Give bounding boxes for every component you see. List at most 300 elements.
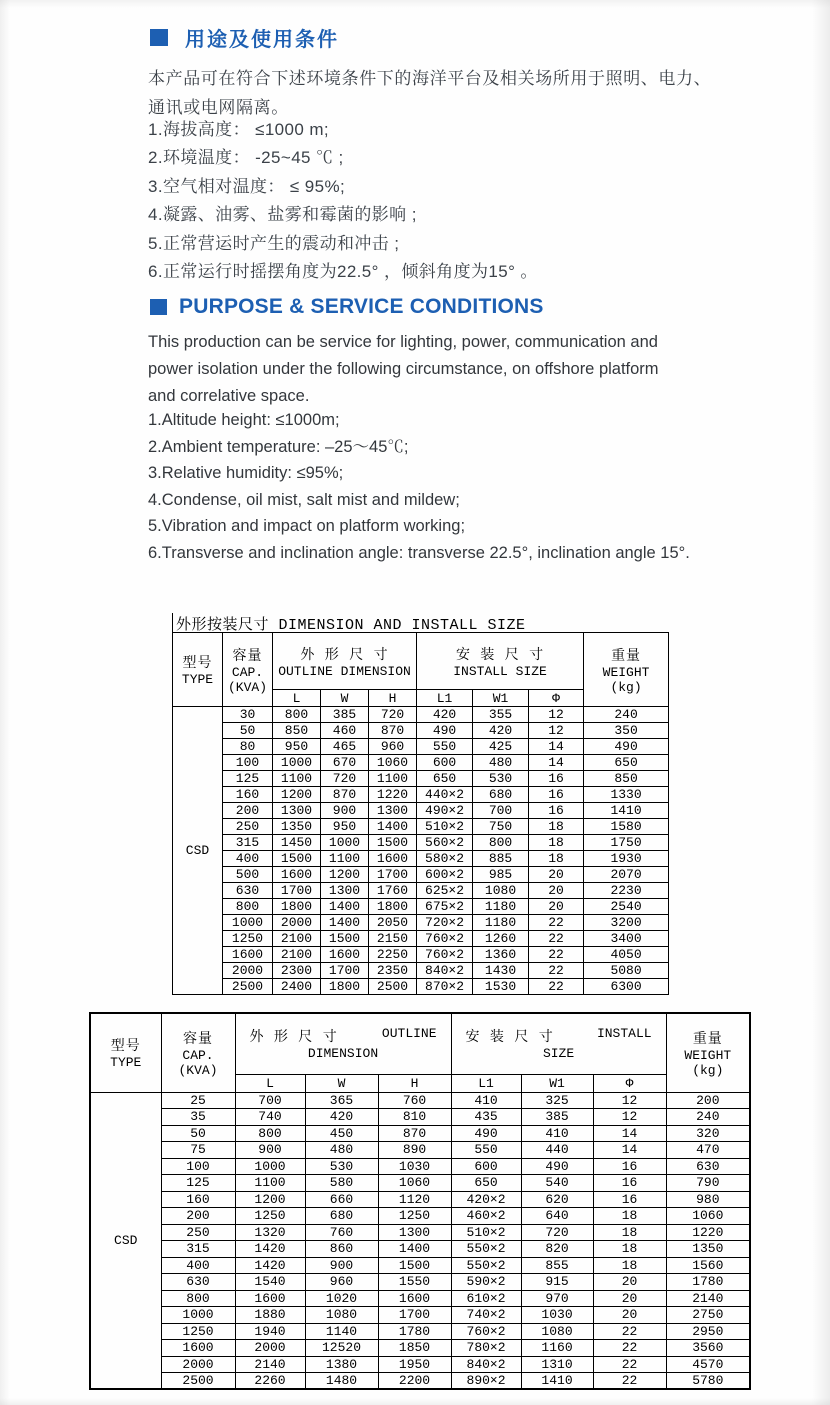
table-cell: 1500: [378, 1257, 451, 1274]
table-cell: 1500: [369, 835, 417, 851]
table-cell: 560×2: [417, 835, 473, 851]
table-cell: 2260: [235, 1373, 305, 1390]
table-cell: 1350: [666, 1241, 750, 1258]
type-label-cell: CSD: [173, 707, 223, 995]
table-cell: 1800: [321, 979, 369, 995]
table-cell: 1430: [473, 963, 529, 979]
table-cell: 2140: [235, 1356, 305, 1373]
table-cell: 980: [666, 1191, 750, 1208]
table-cell: 365: [305, 1092, 378, 1109]
table-cell: 2050: [369, 915, 417, 931]
table-cell: 1530: [473, 979, 529, 995]
table-cell: 670: [321, 755, 369, 771]
th-phi: Φ: [593, 1074, 666, 1092]
table-cell: 400: [223, 851, 273, 867]
table-row: [173, 819, 669, 835]
intro-line: This production can be service for lighting, power, communication and: [148, 333, 658, 351]
table-cell: 1450: [273, 835, 321, 851]
table-cell: 160: [161, 1191, 235, 1208]
th-capacity: [161, 1013, 235, 1092]
table-cell: 675×2: [417, 899, 473, 915]
table-cell: 2140: [666, 1290, 750, 1307]
table-cell: 870×2: [417, 979, 473, 995]
table-row: [173, 883, 669, 899]
table-cell: 250: [161, 1224, 235, 1241]
table-cell: 12520: [305, 1340, 378, 1357]
table-row: [173, 851, 669, 867]
th-type: [173, 633, 223, 707]
table-cell: 425: [473, 739, 529, 755]
table-cell: 2070: [584, 867, 669, 883]
th-install-size: [451, 1013, 666, 1074]
table-cell: 12: [593, 1109, 666, 1126]
table-row: [90, 1307, 750, 1324]
section-en-heading: [150, 295, 544, 319]
table-row: [173, 803, 669, 819]
table-cell: 1060: [369, 755, 417, 771]
table-row: [173, 899, 669, 915]
th-W: W: [321, 690, 369, 707]
table-cell: 75: [161, 1142, 235, 1159]
th-L: L: [235, 1074, 305, 1092]
table-cell: 100: [161, 1158, 235, 1175]
table-cell: 465: [321, 739, 369, 755]
table-row: [173, 931, 669, 947]
table-cell: 950: [321, 819, 369, 835]
table-cell: 30: [223, 707, 273, 723]
list-item: 4.Condense, oil mist, salt mist and mildew;: [148, 490, 460, 509]
table-cell: 480: [305, 1142, 378, 1159]
table-cell: 790: [666, 1175, 750, 1192]
th-type: [90, 1013, 161, 1092]
table-row: [173, 835, 669, 851]
table-cell: 1950: [378, 1356, 451, 1373]
table-row: [173, 979, 669, 995]
table-cell: 1200: [273, 787, 321, 803]
table-cell: 870: [378, 1125, 451, 1142]
section-cn-title: 用途及使用条件: [185, 29, 339, 51]
table-cell: 810: [378, 1109, 451, 1126]
th-weight-zh: 重量: [692, 1031, 723, 1048]
table-cell: 915: [521, 1274, 593, 1291]
dimension-table-2: [89, 1012, 751, 1390]
table-cell: 2150: [369, 931, 417, 947]
table-cell: 1320: [235, 1224, 305, 1241]
th-weight-unit: (kg): [610, 679, 642, 695]
table-row: [90, 1323, 750, 1340]
table-cell: 760×2: [451, 1323, 521, 1340]
table-cell: 14: [529, 739, 584, 755]
table-cell: 650: [451, 1175, 521, 1192]
table-cell: 800: [473, 835, 529, 851]
th-install-en: INSTALL: [596, 1026, 652, 1042]
table-cell: 540: [521, 1175, 593, 1192]
table-cell: 440: [521, 1142, 593, 1159]
table-cell: 18: [529, 851, 584, 867]
table-cell: 160: [223, 787, 273, 803]
table-cell: 680: [305, 1208, 378, 1225]
table-row: [173, 867, 669, 883]
table-cell: 590×2: [451, 1274, 521, 1291]
table-cell: 1310: [521, 1356, 593, 1373]
th-type-en: TYPE: [110, 1055, 142, 1071]
table-cell: 1600: [369, 851, 417, 867]
table-cell: 490: [417, 723, 473, 739]
table-cell: 1000: [273, 755, 321, 771]
table-cell: 18: [529, 835, 584, 851]
th-cap-en: CAP.: [231, 664, 264, 680]
table-cell: 750: [473, 819, 529, 835]
table-cell: 2950: [666, 1323, 750, 1340]
table-cell: 1000: [161, 1307, 235, 1324]
table-row: [90, 1241, 750, 1258]
table-cell: 400: [161, 1257, 235, 1274]
table-cell: 16: [529, 787, 584, 803]
table-cell: 1700: [273, 883, 321, 899]
table-cell: 1080: [473, 883, 529, 899]
th-install-en2: SIZE: [542, 1046, 575, 1062]
table-cell: 20: [529, 899, 584, 915]
table-cell: 410: [521, 1125, 593, 1142]
section-cn-intro: [148, 64, 748, 122]
table-cell: 1060: [378, 1175, 451, 1192]
table-cell: 970: [521, 1290, 593, 1307]
table-row: [173, 787, 669, 803]
table-cell: 1260: [473, 931, 529, 947]
th-install-size: [417, 633, 584, 690]
table-cell: 6300: [584, 979, 669, 995]
table-cell: 720: [321, 771, 369, 787]
table-cell: 1360: [473, 947, 529, 963]
table-cell: 18: [529, 819, 584, 835]
table-cell: 1600: [321, 947, 369, 963]
section-en-intro: [148, 329, 768, 410]
table-cell: 22: [529, 979, 584, 995]
table-row: [90, 1208, 750, 1225]
table-cell: 1400: [369, 819, 417, 835]
section-en-title: PURPOSE & SERVICE CONDITIONS: [179, 295, 544, 318]
th-phi: Φ: [529, 690, 584, 707]
table-cell: 200: [223, 803, 273, 819]
table-cell: 890×2: [451, 1373, 521, 1390]
table-cell: 2230: [584, 883, 669, 899]
table-cell: 1480: [305, 1373, 378, 1390]
table-cell: 800: [273, 707, 321, 723]
table-cell: 720×2: [417, 915, 473, 931]
table-cell: 530: [473, 771, 529, 787]
table-cell: 22: [593, 1373, 666, 1390]
table-cell: 14: [593, 1142, 666, 1159]
table-cell: 2350: [369, 963, 417, 979]
table-cell: 320: [666, 1125, 750, 1142]
table-cell: 16: [529, 771, 584, 787]
list-item: 2.Ambient temperature: –25～45℃;: [148, 437, 409, 456]
table-cell: 1420: [235, 1257, 305, 1274]
table-cell: 50: [161, 1125, 235, 1142]
table-cell: 2750: [666, 1307, 750, 1324]
table-cell: 700: [235, 1092, 305, 1109]
table-cell: 1940: [235, 1323, 305, 1340]
table-cell: 2100: [273, 931, 321, 947]
table-cell: 1600: [235, 1290, 305, 1307]
table-cell: 1300: [273, 803, 321, 819]
table-cell: 760×2: [417, 931, 473, 947]
table-cell: 720: [521, 1224, 593, 1241]
th-outline-zh: 外 形 尺 寸: [300, 647, 389, 664]
th-W: W: [305, 1074, 378, 1092]
table-cell: 1600: [273, 867, 321, 883]
table-cell: 20: [593, 1290, 666, 1307]
th-W1: W1: [473, 690, 529, 707]
table-cell: 1700: [321, 963, 369, 979]
table-row: [90, 1142, 750, 1159]
table-cell: 1080: [305, 1307, 378, 1324]
table-cell: 850: [584, 771, 669, 787]
table-cell: 2500: [369, 979, 417, 995]
table-row: [90, 1224, 750, 1241]
table-cell: 800: [161, 1290, 235, 1307]
table-cell: 900: [321, 803, 369, 819]
table-cell: 1000: [321, 835, 369, 851]
table-cell: 620: [521, 1191, 593, 1208]
table-row: [90, 1109, 750, 1126]
table-cell: 125: [161, 1175, 235, 1192]
table-cell: 550×2: [451, 1257, 521, 1274]
table-cell: 1780: [666, 1274, 750, 1291]
table-cell: 3200: [584, 915, 669, 931]
table-cell: 420: [417, 707, 473, 723]
table-cell: 1600: [378, 1290, 451, 1307]
table-cell: 5080: [584, 963, 669, 979]
table-cell: 1140: [305, 1323, 378, 1340]
table2-body: [90, 1092, 750, 1389]
table-row: [173, 739, 669, 755]
th-outline-en2: DIMENSION: [307, 1046, 379, 1062]
table-cell: 1100: [369, 771, 417, 787]
table-cell: 18: [593, 1241, 666, 1258]
table-cell: 22: [593, 1356, 666, 1373]
table-cell: 2500: [161, 1373, 235, 1390]
table-cell: 1060: [666, 1208, 750, 1225]
table-cell: 985: [473, 867, 529, 883]
table-cell: 660: [305, 1191, 378, 1208]
table-cell: 125: [223, 771, 273, 787]
table-cell: 1600: [223, 947, 273, 963]
table-cell: 410: [451, 1092, 521, 1109]
table-cell: 530: [305, 1158, 378, 1175]
table-cell: 250: [223, 819, 273, 835]
table-cell: 650: [584, 755, 669, 771]
th-weight-en: WEIGHT: [684, 1047, 732, 1063]
table-cell: 12: [529, 707, 584, 723]
table-cell: 740×2: [451, 1307, 521, 1324]
th-H: H: [378, 1074, 451, 1092]
table-cell: 1540: [235, 1274, 305, 1291]
table-cell: 900: [305, 1257, 378, 1274]
table-cell: 2250: [369, 947, 417, 963]
table-cell: 1400: [378, 1241, 451, 1258]
table-cell: 1120: [378, 1191, 451, 1208]
table-cell: 1410: [584, 803, 669, 819]
table-cell: 18: [593, 1224, 666, 1241]
th-L1: L1: [451, 1074, 521, 1092]
table-cell: 1020: [305, 1290, 378, 1307]
table-cell: 1200: [235, 1191, 305, 1208]
table-cell: 16: [593, 1175, 666, 1192]
table-cell: 470: [666, 1142, 750, 1159]
table-cell: 420: [473, 723, 529, 739]
table-cell: 2000: [273, 915, 321, 931]
table-cell: 1000: [223, 915, 273, 931]
table-cell: 2400: [273, 979, 321, 995]
table-cell: 1250: [378, 1208, 451, 1225]
table-cell: 740: [235, 1109, 305, 1126]
table-cell: 500: [223, 867, 273, 883]
table-row: [90, 1257, 750, 1274]
table-cell: 720: [369, 707, 417, 723]
table-row: [90, 1373, 750, 1390]
section-cn-list: [148, 116, 768, 286]
table-cell: 1100: [321, 851, 369, 867]
list-item: 3.空气相对温度： ≤ 95%;: [148, 176, 346, 196]
table-cell: 1350: [273, 819, 321, 835]
th-type-zh: 型号: [110, 1039, 141, 1056]
table-cell: 780×2: [451, 1340, 521, 1357]
table-row: [90, 1191, 750, 1208]
table-row: [90, 1125, 750, 1142]
table-cell: 820: [521, 1241, 593, 1258]
table-cell: 840×2: [417, 963, 473, 979]
table-cell: 1220: [666, 1224, 750, 1241]
list-item: 6.正常运行时摇摆角度为22.5° ，倾斜角度为15° 。: [148, 262, 538, 282]
table-cell: 630: [666, 1158, 750, 1175]
table-cell: 1880: [235, 1307, 305, 1324]
table-cell: 12: [529, 723, 584, 739]
table-row: [173, 707, 669, 723]
list-item: 1.Altitude height: ≤1000m;: [148, 411, 340, 429]
table-cell: 1410: [521, 1373, 593, 1390]
th-capacity: [223, 633, 273, 707]
table-cell: 350: [584, 723, 669, 739]
table-cell: 385: [521, 1109, 593, 1126]
table-cell: 240: [666, 1109, 750, 1126]
table-cell: 460×2: [451, 1208, 521, 1225]
table-cell: 1200: [321, 867, 369, 883]
table-cell: 435: [451, 1109, 521, 1126]
table-cell: 490×2: [417, 803, 473, 819]
table-cell: 870: [321, 787, 369, 803]
table-row: [90, 1092, 750, 1109]
table-cell: 680: [473, 787, 529, 803]
table-cell: 12: [593, 1092, 666, 1109]
table-cell: 1500: [321, 931, 369, 947]
table-cell: 22: [529, 963, 584, 979]
list-item: 4.凝露、油雾、盐雾和霉菌的影响 ;: [148, 205, 417, 225]
th-L: L: [273, 690, 321, 707]
dimension-table-1: [172, 632, 669, 995]
table-cell: 200: [666, 1092, 750, 1109]
table-cell: 490: [451, 1125, 521, 1142]
table-cell: 50: [223, 723, 273, 739]
th-install-en: INSTALL SIZE: [453, 663, 547, 679]
section-cn-heading: [150, 23, 339, 52]
th-weight-en: WEIGHT: [602, 664, 650, 680]
intro-line: and correlative space.: [148, 387, 310, 405]
blue-square-bullet-icon: [150, 299, 167, 315]
table-cell: 420: [305, 1109, 378, 1126]
table-cell: 890: [378, 1142, 451, 1159]
th-type-zh: 型号: [182, 656, 213, 672]
table-cell: 510×2: [451, 1224, 521, 1241]
th-install-zh: 安 装 尺 寸: [465, 1030, 554, 1047]
table-cell: 490: [584, 739, 669, 755]
table-cell: 385: [321, 707, 369, 723]
table-cell: 100: [223, 755, 273, 771]
table-cell: 860: [305, 1241, 378, 1258]
th-cap-zh: 容量: [183, 1031, 213, 1048]
table-cell: 1080: [521, 1323, 593, 1340]
table-cell: 1180: [473, 915, 529, 931]
table-cell: 2540: [584, 899, 669, 915]
table-cell: 440×2: [417, 787, 473, 803]
table-cell: 2000: [161, 1356, 235, 1373]
blue-square-bullet-icon: [150, 29, 168, 46]
table-cell: 1220: [369, 787, 417, 803]
th-weight-unit: (kg): [692, 1062, 724, 1078]
table-cell: 1580: [584, 819, 669, 835]
table-cell: 3400: [584, 931, 669, 947]
list-item: 6.Transverse and inclination angle: transverse 22.5°, inclination angle 15°.: [148, 543, 690, 562]
th-outline-zh: 外 形 尺 寸: [249, 1030, 338, 1047]
table-cell: 1100: [273, 771, 321, 787]
table-cell: 1700: [378, 1307, 451, 1324]
th-outline-dimension: [235, 1013, 451, 1074]
table-row: [173, 771, 669, 787]
table-cell: 600: [451, 1158, 521, 1175]
table-cell: 850: [273, 723, 321, 739]
table-cell: 20: [593, 1274, 666, 1291]
table-row: [173, 723, 669, 739]
table-cell: 1780: [378, 1323, 451, 1340]
table-cell: 1030: [378, 1158, 451, 1175]
table-row: [90, 1158, 750, 1175]
table-cell: 420×2: [451, 1191, 521, 1208]
table-cell: 2500: [223, 979, 273, 995]
table-cell: 550: [417, 739, 473, 755]
th-H: H: [369, 690, 417, 707]
table-cell: 22: [593, 1323, 666, 1340]
th-weight-zh: 重量: [611, 648, 642, 665]
table-cell: 35: [161, 1109, 235, 1126]
table-cell: 3560: [666, 1340, 750, 1357]
table-row: [173, 963, 669, 979]
table-cell: 800: [223, 899, 273, 915]
type-label-cell: CSD: [90, 1092, 161, 1389]
table-cell: 1000: [235, 1158, 305, 1175]
table-cell: 840×2: [451, 1356, 521, 1373]
table-cell: 510×2: [417, 819, 473, 835]
table-cell: 1750: [584, 835, 669, 851]
table-cell: 1250: [235, 1208, 305, 1225]
th-type-en: TYPE: [181, 672, 214, 687]
table-cell: 1600: [161, 1340, 235, 1357]
table1-title: 外形按装尺寸 DIMENSION AND INSTALL SIZE: [172, 613, 526, 634]
table-cell: 960: [369, 739, 417, 755]
table-cell: 22: [593, 1340, 666, 1357]
table-cell: 1250: [161, 1323, 235, 1340]
table-cell: 20: [529, 867, 584, 883]
table-cell: 700: [473, 803, 529, 819]
